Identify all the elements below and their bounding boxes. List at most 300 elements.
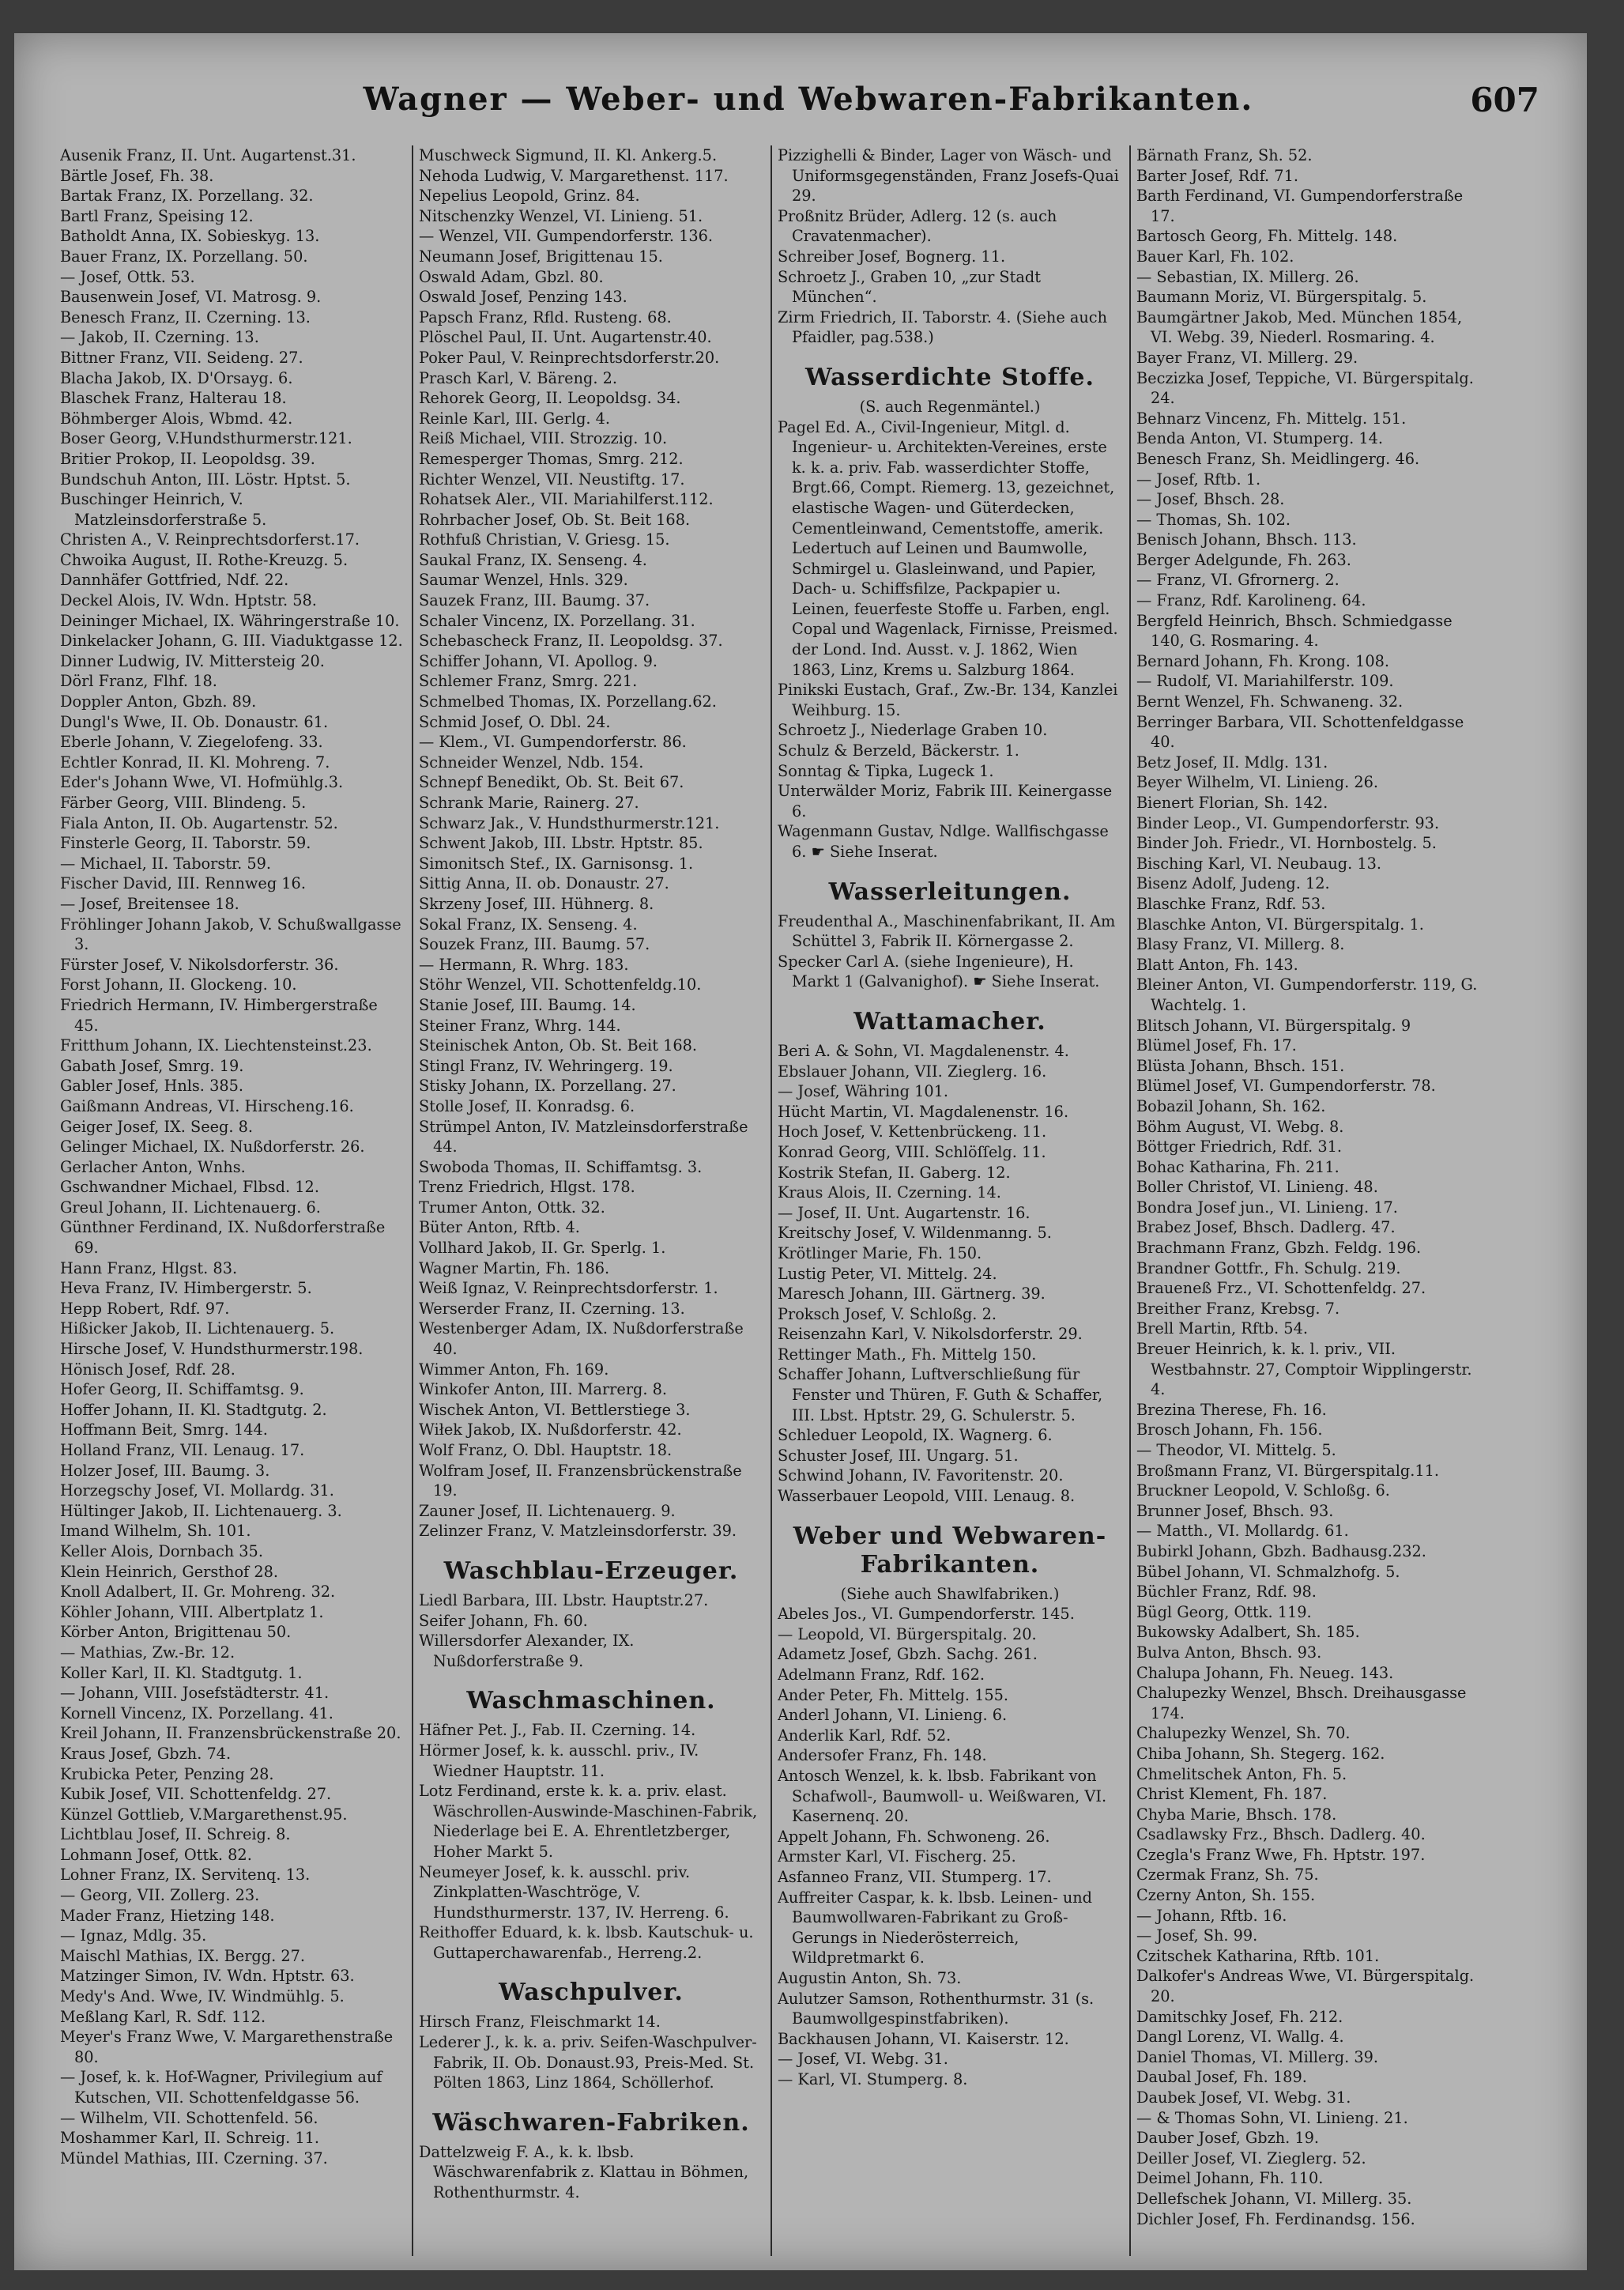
directory-entry: Chalupezky Wenzel, Sh. 70. [1136,1724,1351,1743]
directory-entry: Dangl Lorenz, VI. Wallg. 4. [1136,2028,1344,2047]
directory-entry: Brunner Josef, Bhsch. 93. [1136,1501,1334,1520]
directory-entry: Dinkelacker Johann, G. III. Viaduktgasse 12. [60,632,403,651]
directory-entry: Werserder Franz, II. Czerning. 13. [419,1299,685,1318]
directory-entry: Westenberger Adam, IX. Nußdorferstraße 40. [419,1319,744,1359]
directory-entry: — Franz, VI. Gfrornerg. 2. [1136,571,1340,590]
directory-entry: Blatt Anton, Fh. 143. [1136,955,1298,974]
directory-entry: Heva Franz, IV. Himbergerstr. 5. [60,1279,312,1298]
directory-entry: Sokal Franz, IX. Senseng. 4. [419,915,638,934]
directory-entry: Benesch Franz, Sh. Meidlingerg. 46. [1136,449,1420,468]
directory-entry: Strümpel Anton, IV. Matzleinsdorferstraße 44. [419,1117,748,1156]
directory-entry: — Ignaz, Mdlg. 35. [60,1926,207,1945]
directory-entry: Bulva Anton, Bhsch. 93. [1136,1643,1322,1662]
directory-entry: Bisching Karl, VI. Neubaug. 13. [1136,854,1382,873]
directory-entry: Schwent Jakob, III. Lbstr. Hptstr. 85. [419,834,703,853]
directory-entry: Holland Franz, VII. Lenaug. 17. [60,1441,305,1459]
directory-entry: Bundschuh Anton, III. Löstr. Hptst. 5. [60,470,351,489]
section-heading: Wäschwaren-Fabriken. [432,2108,750,2137]
directory-entry: Reiß Michael, VIII. Strozzig. 10. [419,429,668,448]
directory-entry: — Josef, VI. Webg. 31. [778,2050,948,2069]
directory-entry: Färber Georg, VIII. Blindeng. 5. [60,794,307,812]
directory-entry: Blaschke Anton, VI. Bürgerspitalg. 1. [1136,915,1424,934]
directory-entry: Köhler Johann, VIII. Albertplatz 1. [60,1602,324,1621]
directory-entry: — Josef, Rftb. 1. [1136,470,1261,489]
directory-entry: Schnepf Benedikt, Ob. St. Beit 67. [419,773,684,792]
directory-entry: Chwoika August, II. Rothe-Kreuzg. 5. [60,550,349,569]
directory-entry: Hücht Martin, VI. Magdalenenstr. 16. [778,1102,1069,1121]
directory-entry: Lustig Peter, VI. Mittelg. 24. [778,1264,997,1283]
directory-entry: Czermak Franz, Sh. 75. [1136,1866,1319,1884]
column-1 [60,145,405,2256]
directory-entry: Broßmann Franz, VI. Bürgerspitalg.11. [1136,1461,1440,1480]
directory-entry: Anderlik Karl, Rdf. 52. [778,1726,951,1745]
page-header [62,81,1555,136]
directory-entry: — Josef, Sh. 99. [1136,1926,1258,1945]
directory-entry: Lohner Franz, IX. Servitenq. 13. [60,1866,311,1884]
directory-entry: Chmelitschek Anton, Fh. 5. [1136,1764,1347,1783]
directory-entry: Richter Wenzel, VII. Neustiftg. 17. [419,470,685,489]
directory-entry: Mündel Mathias, III. Czerning. 37. [60,2149,328,2167]
directory-entry: Abeles Jos., VI. Gumpendorferstr. 145. [778,1605,1075,1624]
directory-entry: Fritthum Johann, IX. Liechtensteinst.23. [60,1036,372,1055]
directory-entry: Bubirkl Johann, Gbzh. Badhausg.232. [1136,1541,1426,1560]
directory-entry: Schebascheck Franz, II. Leopoldsg. 37. [419,632,723,651]
directory-entry: Bauer Karl, Fh. 102. [1136,247,1294,266]
directory-entry: Neumeyer Josef, k. k. ausschl. priv. Zinkplatten-Waschtröge, V. Hundsthurmerstr. 137, IV. Herreng. 6. [419,1862,729,1922]
directory-entry: Ander Peter, Fh. Mittelg. 155. [778,1685,1009,1704]
directory-entry: Willersdorfer Alexander, IX. Nußdorferstraße 9. [419,1632,635,1670]
directory-entry: Daubek Josef, VI. Webg. 31. [1136,2088,1351,2107]
directory-entry: Deimel Johann, Fh. 110. [1136,2169,1324,2188]
directory-entry: Friedrich Hermann, IV. Himbergerstraße 45. [60,995,378,1035]
directory-entry: Böttger Friedrich, Rdf. 31. [1136,1137,1342,1156]
section-heading: Waschmaschinen. [466,1687,716,1715]
directory-entry: Rohatsek Aler., VII. Mariahilferst.112. [419,490,714,509]
directory-entry: Rettinger Math., Fh. Mittelg 150. [778,1345,1037,1364]
directory-entry: Gelinger Michael, IX. Nußdorferstr. 26. [60,1137,365,1156]
directory-entry: Batholdt Anna, IX. Sobieskyg. 13. [60,227,320,246]
directory-entry: Blitsch Johann, VI. Bürgerspitalg. 9 [1136,1016,1411,1035]
directory-entry: Saukal Franz, IX. Senseng. 4. [419,550,647,569]
directory-entry: — Franz, Rdf. Karolineng. 64. [1136,591,1366,610]
directory-entry: Bondra Josef jun., VI. Linieng. 17. [1136,1198,1398,1217]
directory-entry: Beri A. & Sohn, VI. Magdalenenstr. 4. [778,1041,1069,1060]
directory-entry: Bisenz Adolf, Judeng. 12. [1136,874,1330,893]
directory-entry: Breuer Heinrich, k. k. l. priv., VII. Westbahnstr. 27, Comptoir Wipplingerstr. 4. [1136,1340,1472,1399]
directory-entry: Sittig Anna, II. ob. Donaustr. 27. [419,874,669,893]
directory-entry: Bartosch Georg, Fh. Mittelg. 148. [1136,227,1398,246]
directory-entry: — & Thomas Sohn, VI. Linieng. 21. [1136,2108,1408,2127]
column-rule [771,145,772,2256]
directory-entry: Bruckner Leopold, V. Schloßg. 6. [1136,1481,1390,1500]
directory-entry: Dungl's Wwe, II. Ob. Donaustr. 61. [60,712,329,731]
directory-entry: Liedl Barbara, III. Lbstr. Hauptstr.27. [419,1590,709,1609]
directory-entry: — Klem., VI. Gumpendorferstr. 86. [419,733,687,752]
directory-entry: Plöschel Paul, II. Unt. Augartenstr.40. [419,328,712,347]
directory-entry: Schiffer Johann, VI. Apollog. 9. [419,651,658,670]
directory-entry: Körber Anton, Brigittenau 50. [60,1623,292,1642]
directory-entry: Schwarz Jak., V. Hundsthurmerstr.121. [419,813,720,832]
directory-entry: — Jakob, II. Czerning. 13. [60,328,259,347]
directory-entry: Aulutzer Samson, Rothenthurmstr. 31 (s. Baumwollgespinstfabriken). [778,1989,1095,2028]
directory-entry: Poker Paul, V. Reinprechtsdorferstr.20. [419,348,720,367]
directory-entry: Beczizka Josef, Teppiche, VI. Bürgerspitalg. 24. [1136,368,1474,408]
directory-entry: — Michael, II. Taborstr. 59. [60,854,272,873]
directory-entry: Czegla's Franz Wwe, Fh. Hptstr. 197. [1136,1845,1426,1864]
directory-entry: Binder Leop., VI. Gumpendorferstr. 93. [1136,813,1440,832]
directory-entry: Hoch Josef, V. Kettenbrückeng. 11. [778,1122,1047,1141]
directory-entry: Bittner Franz, VII. Seideng. 27. [60,348,303,367]
directory-entry: — Matth., VI. Mollardg. 61. [1136,1522,1349,1541]
directory-entry: Bleiner Anton, VI. Gumpendorferstr. 119, G. Wachtelg. 1. [1136,975,1478,1014]
directory-entry: Fürster Josef, V. Nikolsdorferstr. 36. [60,955,339,974]
directory-entry: — Wilhelm, VII. Schottenfeld. 56. [60,2108,318,2127]
directory-entry: Medy's And. Wwe, IV. Windmühlg. 5. [60,1987,345,2006]
section-heading: Waschpulver. [499,1979,684,2007]
directory-entry: Hann Franz, Hlgst. 83. [60,1258,238,1277]
directory-entry: Hörmer Josef, k. k. ausschl. priv., IV. Wiedner Hauptstr. 11. [419,1741,699,1780]
directory-entry: Oswald Josef, Penzing 143. [419,288,627,307]
directory-entry: Horzegschy Josef, VI. Mollardg. 31. [60,1481,334,1500]
directory-entry: Rohrbacher Josef, Ob. St. Beit 168. [419,510,691,529]
directory-entry: Sauzek Franz, III. Baumg. 37. [419,591,650,610]
directory-entry: Dellefschek Johann, VI. Millerg. 35. [1136,2189,1412,2208]
directory-entry: Bärnath Franz, Sh. 52. [1136,146,1313,164]
directory-entry: Christen A., V. Reinprechtsdorferst.17. [60,530,360,549]
directory-entry: Bausenwein Josef, VI. Matrosg. 9. [60,288,322,307]
directory-entry: Hönisch Josef, Rdf. 28. [60,1360,235,1379]
directory-entry: Gschwandner Michael, Flbsd. 12. [60,1178,319,1197]
directory-entry: Britier Prokop, II. Leopoldsg. 39. [60,449,315,468]
directory-entry: Stisky Johann, IX. Porzellang. 27. [419,1077,676,1096]
directory-entry: Fiala Anton, II. Ob. Augartenstr. 52. [60,813,338,832]
directory-entry: Bienert Florian, Sh. 142. [1136,794,1328,812]
directory-entry: Seifer Johann, Fh. 60. [419,1611,588,1630]
directory-entry: Steiner Franz, Whrg. 144. [419,1016,621,1035]
directory-entry: Hirsch Franz, Fleischmarkt 14. [419,2013,661,2032]
directory-entry: Künzel Gottlieb, V.Margarethenst.95. [60,1805,348,1824]
directory-entry: Maresch Johann, III. Gärtnerg. 39. [778,1285,1046,1303]
directory-entry: Bernard Johann, Fh. Krong. 108. [1136,651,1389,670]
directory-entry: Csadlawsky Frz., Bhsch. Dadlerg. 40. [1136,1825,1426,1844]
directory-entry: Konrad Georg, VIII. Schlöſſelg. 11. [778,1142,1046,1161]
directory-entry: Blasy Franz, VI. Millerg. 8. [1136,935,1345,954]
directory-entry: Freudenthal A., Maschinenfabrikant, II. Am Schüttel 3, Fabrik II. Körnergasse 2. [778,911,1116,951]
directory-entry: Schmid Josef, O. Dbl. 24. [419,712,611,731]
directory-entry: Unterwälder Moriz, Fabrik III. Keinergasse 6. [778,782,1113,821]
directory-entry: Behnarz Vincenz, Fh. Mittelg. 151. [1136,409,1407,428]
directory-entry: Kornell Vincenz, IX. Porzellang. 41. [60,1703,333,1722]
directory-entry: Sonntag & Tipka, Lugeck 1. [778,761,994,780]
directory-entry: Bergfeld Heinrich, Bhsch. Schmiedgasse 140, G. Rosmaring. 4. [1136,611,1453,651]
directory-entry: Bartak Franz, IX. Porzellang. 32. [60,187,314,206]
directory-entry: — Josef, Bhsch. 28. [1136,490,1285,509]
directory-entry: Skrzeny Josef, III. Hühnerg. 8. [419,894,654,913]
directory-entry: — Josef, k. k. Hof-Wagner, Privilegium auf Kutschen, VII. Schottenfeldgasse 56. [60,2068,382,2107]
directory-entry: Eberle Johann, V. Ziegelofeng. 33. [60,733,323,752]
directory-entry: Ebslauer Johann, VII. Zieglerg. 16. [778,1062,1047,1081]
directory-entry: Daubal Josef, Fh. 189. [1136,2068,1307,2087]
directory-entry: — Josef, II. Unt. Augartenstr. 16. [778,1203,1031,1222]
directory-entry: Dalkofer's Andreas Wwe, VI. Bürgerspitalg. 20. [1136,1967,1475,2006]
directory-entry: — Thomas, Sh. 102. [1136,510,1291,529]
directory-entry: Oswald Adam, Gbzl. 80. [419,267,604,286]
directory-entry: Christ Klement, Fh. 187. [1136,1785,1328,1804]
directory-entry: — Johann, VIII. Josefstädterstr. 41. [60,1684,330,1703]
directory-entry: Wolf Franz, O. Dbl. Hauptstr. 18. [419,1441,673,1459]
directory-entry: Nehoda Ludwig, V. Margarethenst. 117. [419,166,729,185]
directory-entry: Brandner Gottfr., Fh. Schulg. 219. [1136,1258,1401,1277]
directory-page [14,33,1587,2270]
directory-entry: Büter Anton, Rftb. 4. [419,1218,580,1237]
directory-entry: Steinischek Anton, Ob. St. Beit 168. [419,1036,698,1055]
directory-entry: Greul Johann, II. Lichtenauerg. 6. [60,1198,321,1217]
directory-entry: Damitschky Josef, Fh. 212. [1136,2007,1343,2026]
directory-entry: Hepp Robert, Rdf. 97. [60,1299,230,1318]
directory-entry: Armster Karl, VI. Fischerg. 25. [778,1847,1016,1866]
directory-entry: Moshammer Karl, II. Schreig. 11. [60,2129,319,2148]
directory-entry: Backhausen Johann, VI. Kaiserstr. 12. [778,2029,1069,2048]
directory-entry: Chalupa Johann, Fh. Neueg. 143. [1136,1663,1394,1682]
directory-entry: Günthner Ferdinand, IX. Nußdorferstraße 69. [60,1218,386,1258]
directory-entry: Keller Alois, Dornbach 35. [60,1541,263,1560]
directory-entry: Wagenmann Gustav, Ndlge. Wallfischgasse 6. ☛ Siehe Inserat. [778,822,1109,861]
directory-entry: Bärtle Josef, Fh. 38. [60,166,214,185]
directory-entry: Proksch Josef, V. Schloßg. 2. [778,1304,997,1323]
directory-entry: — Johann, Rftb. 16. [1136,1906,1287,1925]
directory-entry: Schroetz J., Niederlage Graben 10. [778,721,1048,740]
directory-entry: Schwind Johann, IV. Favoritenstr. 20. [778,1466,1064,1485]
directory-entry: Ausenik Franz, II. Unt. Augartenst.31. [60,146,356,164]
directory-entry: Antosch Wenzel, k. k. lbsb. Fabrikant von Schafwoll-, Baumwoll- u. Weißwaren, VI. Kasernenq. 20. [778,1766,1107,1826]
directory-entry: Lotz Ferdinand, erste k. k. a. priv. elast. Wäschrollen-Auswinde-Maschinen-Fabrik, Niederlage bei E. A. Ehrentletzberger, Hoher Markt 5. [419,1782,758,1861]
directory-entry: Dörl Franz, Flhf. 18. [60,672,217,691]
directory-entry: Binder Joh. Friedr., VI. Hornbostelg. 5. [1136,834,1437,853]
directory-entry: Bayer Franz, VI. Millerg. 29. [1136,348,1358,367]
directory-entry: Bukowsky Adalbert, Sh. 185. [1136,1623,1360,1642]
page-number: 607 [1470,81,1539,119]
directory-entry: Breither Franz, Krebsg. 7. [1136,1299,1340,1318]
directory-entry: Baumann Moriz, VI. Bürgerspitalg. 5. [1136,288,1427,307]
directory-entry: Benesch Franz, II. Czerning. 13. [60,307,311,326]
directory-entry: Kraus Alois, II. Czerning. 14. [778,1183,1001,1202]
directory-entry: Remesperger Thomas, Smrg. 212. [419,449,684,468]
directory-entry: Schmelbed Thomas, IX. Porzellang.62. [419,692,717,711]
directory-entry: Hißicker Jakob, II. Lichtenauerg. 5. [60,1319,335,1338]
section-heading: Wattamacher. [853,1007,1046,1036]
directory-entry: Häfner Pet. J., Fab. II. Czerning. 14. [419,1721,696,1740]
directory-entry: Braueneß Frz., VI. Schottenfeldg. 27. [1136,1279,1426,1298]
directory-entry: Eder's Johann Wwe, VI. Hofmühlg.3. [60,773,344,792]
directory-entry: Blümel Josef, Fh. 17. [1136,1036,1297,1055]
directory-entry: Kostrik Stefan, II. Gaberg. 12. [778,1163,1011,1182]
directory-entry: Meyer's Franz Wwe, V. Margarethenstraße 80. [60,2028,394,2066]
directory-entry: Gerlacher Anton, Wnhs. [60,1157,246,1176]
directory-entry: Hültinger Jakob, II. Lichtenauerg. 3. [60,1501,342,1520]
directory-entry: Barth Ferdinand, VI. Gumpendorferstraße 17. [1136,187,1464,225]
directory-entry: Reisenzahn Karl, V. Nikolsdorferstr. 29. [778,1325,1083,1344]
directory-entry: Trenz Friedrich, Hlgst. 178. [419,1178,635,1197]
directory-entry: Matzinger Simon, IV. Wdn. Hptstr. 63. [60,1967,355,1986]
directory-entry: Fröhlinger Johann Jakob, V. Schußwallgasse 3. [60,915,401,954]
directory-entry: Krötlinger Marie, Fh. 150. [778,1243,982,1262]
directory-entry: Zelinzer Franz, V. Matzleinsdorferstr. 39. [419,1522,737,1541]
directory-entry: Schaffer Johann, Luftverschließung für Fenster und Thüren, F. Guth & Schaffer, III. Lbst. Hptstr. 29, G. Schulerstr. 5. [778,1365,1103,1424]
directory-entry: Buschinger Heinrich, V. Matzleinsdorferstraße 5. [60,490,267,529]
column-2 [419,145,763,2256]
directory-entry: Proßnitz Brüder, Adlerg. 12 (s. auch Cravatenmacher). [778,206,1057,246]
directory-entry: Souzek Franz, III. Baumg. 57. [419,935,650,954]
directory-entry: Mader Franz, Hietzing 148. [60,1906,275,1925]
directory-entry: Wiłek Jakob, IX. Nußdorferstr. 42. [419,1420,682,1439]
directory-entry: Reithoffer Eduard, k. k. lbsb. Kautschuk- u. Guttaperchawarenfab., Herreng.2. [419,1923,754,1962]
directory-entry: Schneider Wenzel, Ndb. 154. [419,753,644,772]
directory-entry: — Mathias, Zw.-Br. 12. [60,1643,235,1662]
directory-entry: Schaler Vincenz, IX. Porzellang. 31. [419,611,695,630]
directory-entry: Daniel Thomas, VI. Millerg. 39. [1136,2047,1378,2066]
directory-entry: Chalupezky Wenzel, Bhsch. Dreihausgasse 174. [1136,1684,1467,1722]
directory-entry: Dinner Ludwig, IV. Mittersteig 20. [60,651,325,670]
directory-entry: Stöhr Wenzel, VII. Schottenfeldg.10. [419,975,702,994]
directory-entry: Brezina Therese, Fh. 16. [1136,1400,1327,1419]
directory-entry: Koller Karl, II. Kl. Stadtgutg. 1. [60,1663,303,1682]
directory-entry: Blacha Jakob, IX. D'Orsayg. 6. [60,368,293,387]
section-heading: Wasserleitungen. [828,877,1072,906]
directory-entry: Klein Heinrich, Gersthof 28. [60,1562,278,1581]
directory-entry: Geiger Josef, IX. Seeg. 8. [60,1117,254,1136]
column-rule [412,145,413,2256]
directory-entry: Böhmberger Alois, Wbmd. 42. [60,409,293,428]
directory-entry: Deininger Michael, IX. Währingerstraße 10. [60,611,400,630]
directory-entry: Hoffmann Beit, Smrg. 144. [60,1420,268,1439]
directory-entry: Betz Josef, II. Mdlg. 131. [1136,753,1328,772]
section-note: (Siehe auch Shawlfabriken.) [840,1584,1060,1603]
directory-entry: Kreil Johann, II. Franzensbrückenstraße 20. [60,1724,401,1743]
directory-entry: Berger Adelgunde, Fh. 263. [1136,550,1351,569]
directory-entry: Lohmann Josef, Ottk. 82. [60,1845,252,1864]
directory-entry: Hoffer Johann, II. Kl. Stadtgutg. 2. [60,1400,327,1419]
directory-entry: Benda Anton, VI. Stumperg. 14. [1136,429,1384,448]
directory-entry: Forst Johann, II. Glockeng. 10. [60,975,297,994]
directory-entry: Imand Wilhelm, Sh. 101. [60,1522,251,1541]
directory-entry: Benisch Johann, Bhsch. 113. [1136,530,1357,549]
directory-entry: Schleduer Leopold, IX. Wagnerg. 6. [778,1426,1053,1445]
column-rule [1129,145,1131,2256]
directory-entry: Kubik Josef, VII. Schottenfeldg. 27. [60,1785,332,1804]
directory-entry: Wischek Anton, VI. Bettlerstiege 3. [419,1400,691,1419]
directory-entry: Vollhard Jakob, II. Gr. Sperlg. 1. [419,1239,666,1258]
directory-entry: Rehorek Georg, II. Leopoldsg. 34. [419,389,681,408]
directory-entry: Finsterle Georg, II. Taborstr. 59. [60,834,311,853]
directory-entry: Krubicka Peter, Penzing 28. [60,1764,274,1783]
directory-entry: Schrank Marie, Rainerg. 27. [419,794,639,812]
directory-entry: Dauber Josef, Gbzh. 19. [1136,2129,1320,2148]
directory-entry: Doppler Anton, Gbzh. 89. [60,692,257,711]
section-heading: Wasserdichte Stoffe. [805,363,1095,391]
directory-entry: Schulz & Berzeld, Bäckerstr. 1. [778,741,1019,760]
directory-entry: Stolle Josef, II. Konradsg. 6. [419,1096,635,1115]
directory-entry: Neumann Josef, Brigittenau 15. [419,247,663,266]
directory-entry: Deckel Alois, IV. Wdn. Hptstr. 58. [60,591,317,610]
directory-entry: Blaschek Franz, Halterau 18. [60,389,287,408]
directory-entry: — Karl, VI. Stumperg. 8. [778,2069,968,2088]
section-heading: Weber und Webwaren-Fabrikanten. [793,1522,1107,1579]
directory-entry: Böhm August, VI. Webg. 8. [1136,1117,1344,1136]
directory-entry: Boser Georg, V.Hundsthurmerstr.121. [60,429,352,448]
directory-entry: Maischl Mathias, IX. Bergg. 27. [60,1946,306,1965]
directory-entry: Papsch Franz, Rfld. Rusteng. 68. [419,307,672,326]
directory-entry: Deiller Josef, VI. Zieglerg. 52. [1136,2149,1366,2167]
directory-entry: — Rudolf, VI. Mariahilferstr. 109. [1136,672,1394,691]
directory-entry: — Josef, Währing 101. [778,1082,949,1101]
directory-entry: Appelt Johann, Fh. Schwoneng. 26. [778,1827,1050,1846]
directory-entry: Saumar Wenzel, Hnls. 329. [419,571,628,590]
directory-entry: Kraus Josef, Gbzh. 74. [60,1744,232,1763]
directory-entry: Gabler Josef, Hnls. 385. [60,1077,243,1096]
directory-entry: Beyer Wilhelm, VI. Linieng. 26. [1136,773,1379,792]
directory-entry: Bernt Wenzel, Fh. Schwaneng. 32. [1136,692,1404,711]
directory-entry: Stingl Franz, IV. Wehringerg. 19. [419,1056,673,1075]
section-note: (S. auch Regenmäntel.) [859,397,1041,416]
directory-entry: Augustin Anton, Sh. 73. [778,1968,962,1987]
directory-entry: Muschweck Sigmund, II. Kl. Ankerg.5. [419,146,718,164]
directory-entry: Andersofer Franz, Fh. 148. [778,1746,987,1765]
directory-entry: — Hermann, R. Whrg. 183. [419,955,629,974]
directory-entry: — Josef, Ottk. 53. [60,267,195,286]
directory-entry: Swoboda Thomas, II. Schiffamtsg. 3. [419,1157,703,1176]
directory-entry: Zauner Josef, II. Lichtenauerg. 9. [419,1501,676,1520]
directory-entry: Blaschke Franz, Rdf. 53. [1136,894,1326,913]
directory-entry: Schroetz J., Graben 10, „zur Stadt München“. [778,267,1041,307]
directory-entry: Bartl Franz, Speising 12. [60,206,254,225]
directory-entry: Czerny Anton, Sh. 155. [1136,1886,1316,1905]
directory-entry: — Wenzel, VII. Gumpendorferstr. 136. [419,227,714,246]
directory-entry: Reinle Karl, III. Gerlg. 4. [419,409,611,428]
directory-entry: Berringer Barbara, VII. Schottenfeldgasse 40. [1136,712,1464,752]
directory-entry: Wolfram Josef, II. Franzensbrückenstraße 19. [419,1461,742,1500]
directory-entry: Bauer Franz, IX. Porzellang. 50. [60,247,308,266]
directory-entry: Knoll Adalbert, II. Gr. Mohreng. 32. [60,1583,336,1601]
directory-entry: — Leopold, VI. Bürgerspitalg. 20. [778,1624,1037,1643]
directory-entry: Stanie Josef, III. Baumg. 14. [419,995,636,1014]
directory-entry: Auffreiter Caspar, k. k. lbsb. Leinen- und Baumwollwaren-Fabrikant zu Groß-Gerungs in Niederösterreich, Wildpretmarkt 6. [778,1888,1093,1967]
directory-entry: Zirm Friedrich, II. Taborstr. 4. (Siehe auch Pfaidler, pag.538.) [778,307,1108,347]
directory-entry: Dattelzweig F. A., k. k. lbsb. Wäschwarenfabrik z. Klattau in Böhmen, Rothenthurmstr. 4. [419,2142,749,2202]
directory-entry: — Theodor, VI. Mittelg. 5. [1136,1441,1336,1459]
directory-entry: Brabez Josef, Bhsch. Dadlerg. 47. [1136,1218,1396,1237]
directory-entry: Schlemer Franz, Smrg. 221. [419,672,638,691]
directory-entry: Bobazil Johann, Sh. 162. [1136,1096,1326,1115]
directory-entry: Wasserbauer Leopold, VIII. Lenaug. 8. [778,1487,1076,1506]
directory-entry: Dichler Josef, Fh. Ferdinandsg. 156. [1136,2209,1415,2228]
directory-entry: Kreitschy Josef, V. Wildenmanng. 5. [778,1224,1052,1243]
directory-entry: Blümel Josef, VI. Gumpendorferstr. 78. [1136,1077,1436,1096]
directory-entry: Schreiber Josef, Bognerg. 11. [778,247,1006,266]
directory-entry: Dannhäfer Gottfried, Ndf. 22. [60,571,289,590]
directory-entry: Blüsta Johann, Bhsch. 151. [1136,1056,1345,1075]
directory-entry: Pagel Ed. A., Civil-Ingenieur, Mitgl. d. Ingenieur- u. Architekten-Vereines, erste k. k. a. priv. Fab. wasserdichter Stoffe, Brgt.66, Compt. Riemerg. 13, gezeichnet, elastische Wagen- und Güterdecken, Cementleinwand, Cementstoffe, amerik. Ledertuch auf Leinen und Baumwolle, Schmirgel u. Glasleinwand, und Papier, Dach- u. Schiffsfilze, Packpapier u. Leinen, feuerfeste Stoffe u. Farben, engl. Copal und Wagenlack, Firnisse, Preismed. der Lond. Ind. Ausst. v. J. 1862, Wien 1863, Linz, Krems u. Salzburg 1864. [778,417,1118,679]
directory-entry: Hofer Georg, II. Schiffamtsg. 9. [60,1380,304,1399]
directory-entry: — Sebastian, IX. Millerg. 26. [1136,267,1359,286]
directory-entry: Lichtblau Josef, II. Schreig. 8. [60,1825,291,1844]
directory-entry: Simonitsch Stef., IX. Garnisonsg. 1. [419,854,694,873]
directory-entry: Meßlang Karl, R. Sdf. 112. [60,2007,266,2026]
directory-entry: Gaißmann Andreas, VI. Hirscheng.16. [60,1096,354,1115]
directory-entry: Pizzighelli & Binder, Lager von Wäsch- und Uniformsgegenständen, Franz Josefs-Quai 29. [778,146,1119,206]
directory-entry: Rothfuß Christian, V. Griesg. 15. [419,530,670,549]
directory-entry: Brosch Johann, Fh. 156. [1136,1420,1323,1439]
directory-entry: Winkofer Anton, III. Marrerg. 8. [419,1380,668,1399]
